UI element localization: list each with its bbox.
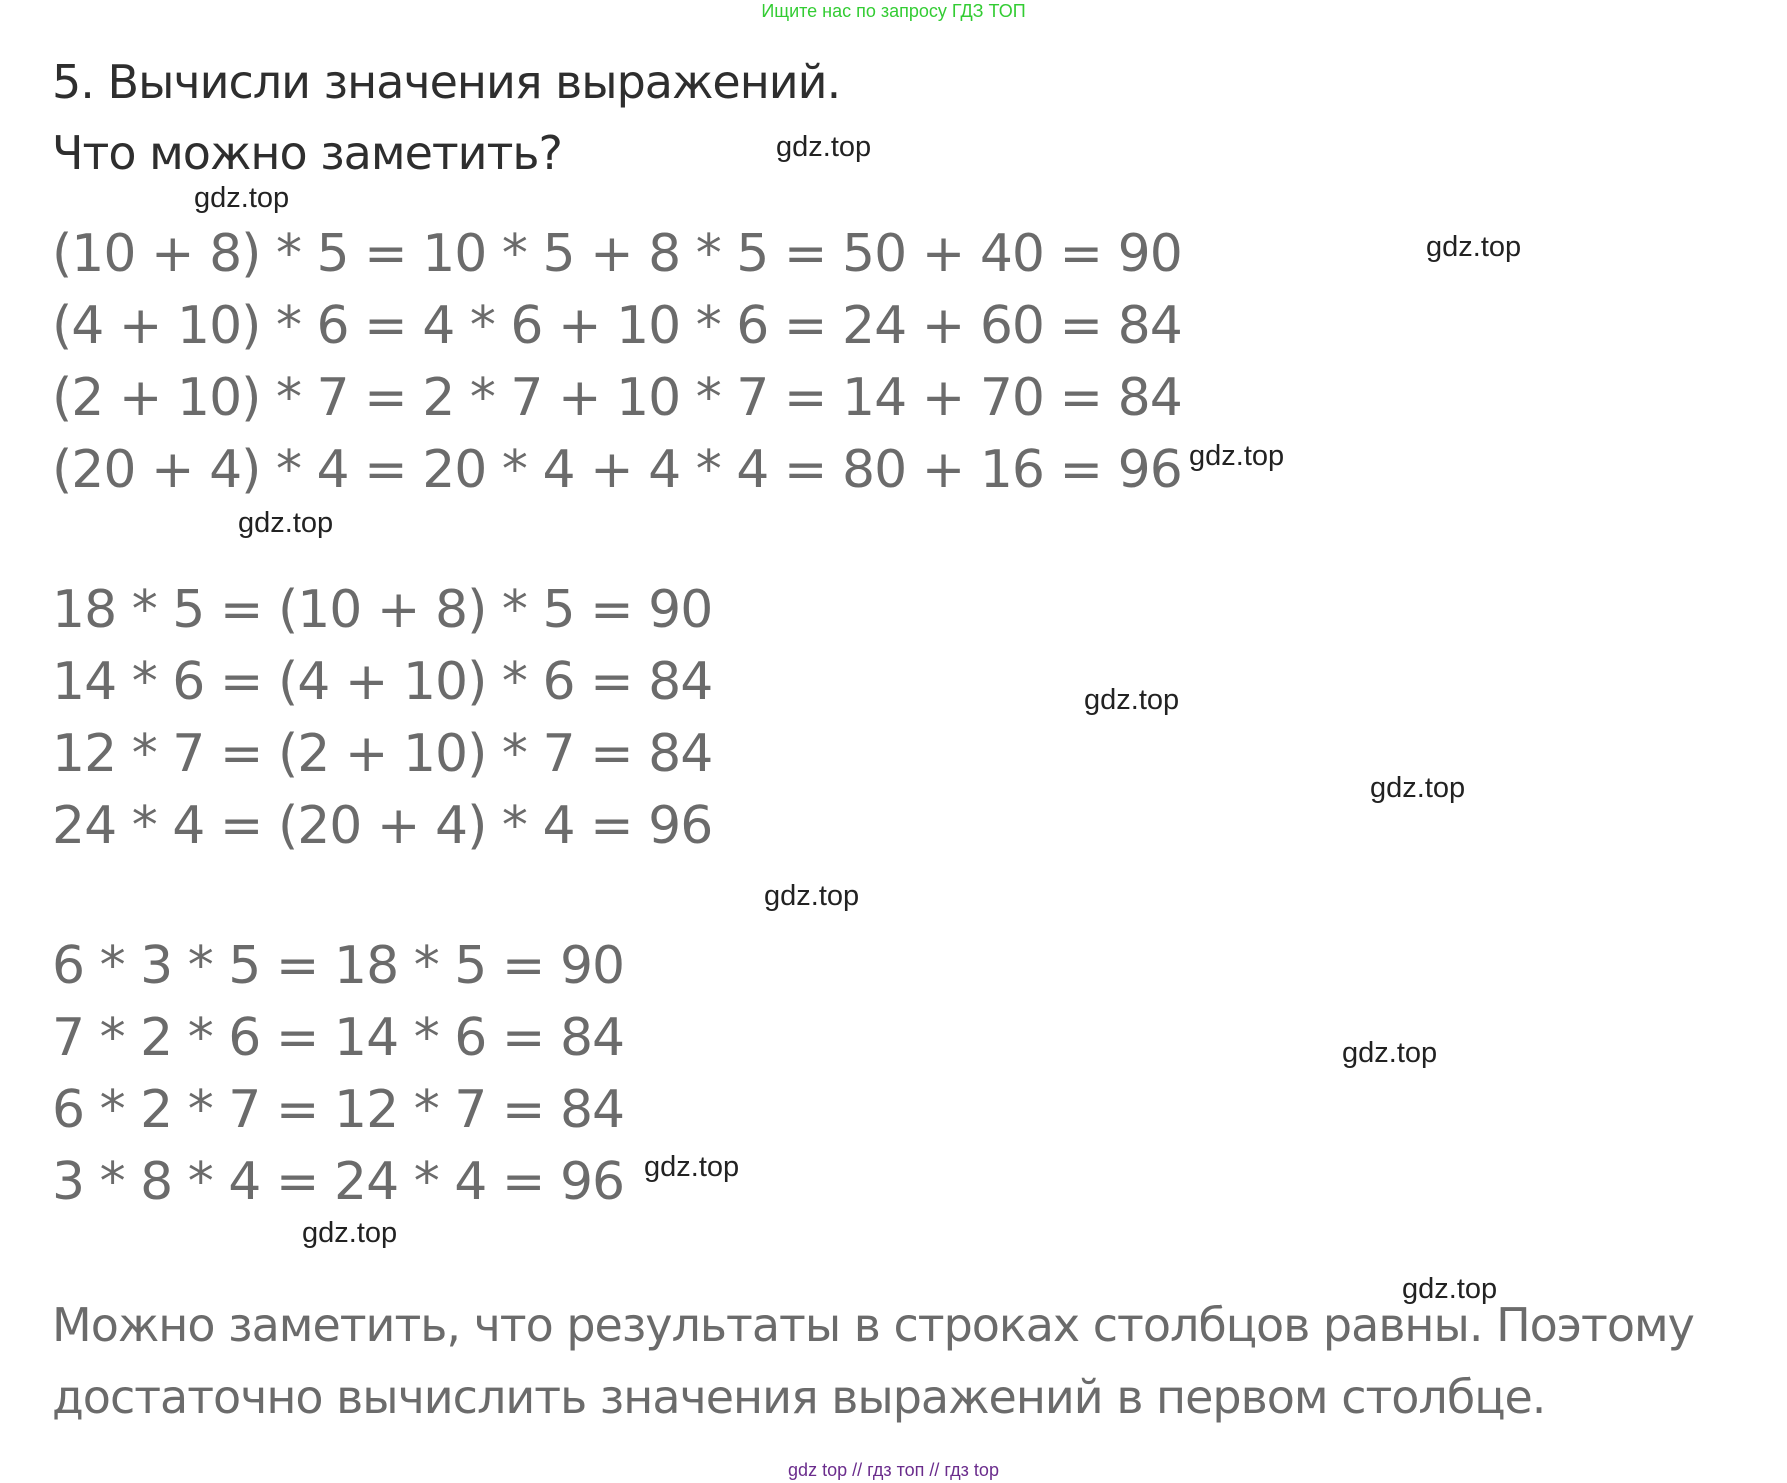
expression-row: (2 + 10) * 7 = 2 * 7 + 10 * 7 = 14 + 70 = 84 xyxy=(52,368,1182,428)
watermark: gdz.top xyxy=(644,1151,740,1183)
expression-row: 6 * 2 * 7 = 12 * 7 = 84 xyxy=(52,1080,625,1140)
expression-row: 3 * 8 * 4 = 24 * 4 = 96 xyxy=(52,1152,625,1212)
expression-row: 6 * 3 * 5 = 18 * 5 = 90 xyxy=(52,936,625,996)
watermark: gdz.top xyxy=(302,1217,398,1249)
expression-row: 12 * 7 = (2 + 10) * 7 = 84 xyxy=(52,724,713,784)
watermark: gdz.top xyxy=(1189,440,1285,472)
task-title-line-1: 5. Вычисли значения выражений. xyxy=(52,55,841,109)
task-title-line-2: Что можно заметить? xyxy=(52,126,562,180)
watermark: gdz.top xyxy=(1402,1273,1498,1305)
expression-row: 18 * 5 = (10 + 8) * 5 = 90 xyxy=(52,580,713,640)
expression-row: 7 * 2 * 6 = 14 * 6 = 84 xyxy=(52,1008,625,1068)
watermark: gdz.top xyxy=(764,880,860,912)
watermark: gdz.top xyxy=(776,131,872,163)
header-search-note: Ищите нас по запросу ГДЗ ТОП xyxy=(761,1,1026,21)
watermark: gdz.top xyxy=(238,507,334,539)
watermark: gdz.top xyxy=(1342,1037,1438,1069)
footer-note: gdz top // гдз топ // гдз top xyxy=(788,1460,999,1480)
watermark: gdz.top xyxy=(1370,772,1466,804)
conclusion-line-1: Можно заметить, что результаты в строках столбцов равны. Поэтому xyxy=(52,1298,1694,1352)
expression-row: (4 + 10) * 6 = 4 * 6 + 10 * 6 = 24 + 60 = 84 xyxy=(52,296,1182,356)
expression-row: 14 * 6 = (4 + 10) * 6 = 84 xyxy=(52,652,713,712)
expression-row: (10 + 8) * 5 = 10 * 5 + 8 * 5 = 50 + 40 = 90 xyxy=(52,224,1182,284)
conclusion-line-2: достаточно вычислить значения выражений в первом столбце. xyxy=(52,1370,1546,1424)
watermark: gdz.top xyxy=(194,182,290,214)
expression-row: (20 + 4) * 4 = 20 * 4 + 4 * 4 = 80 + 16 = 96 xyxy=(52,440,1182,500)
watermark: gdz.top xyxy=(1084,684,1180,716)
expression-row: 24 * 4 = (20 + 4) * 4 = 96 xyxy=(52,796,713,856)
watermark: gdz.top xyxy=(1426,231,1522,263)
